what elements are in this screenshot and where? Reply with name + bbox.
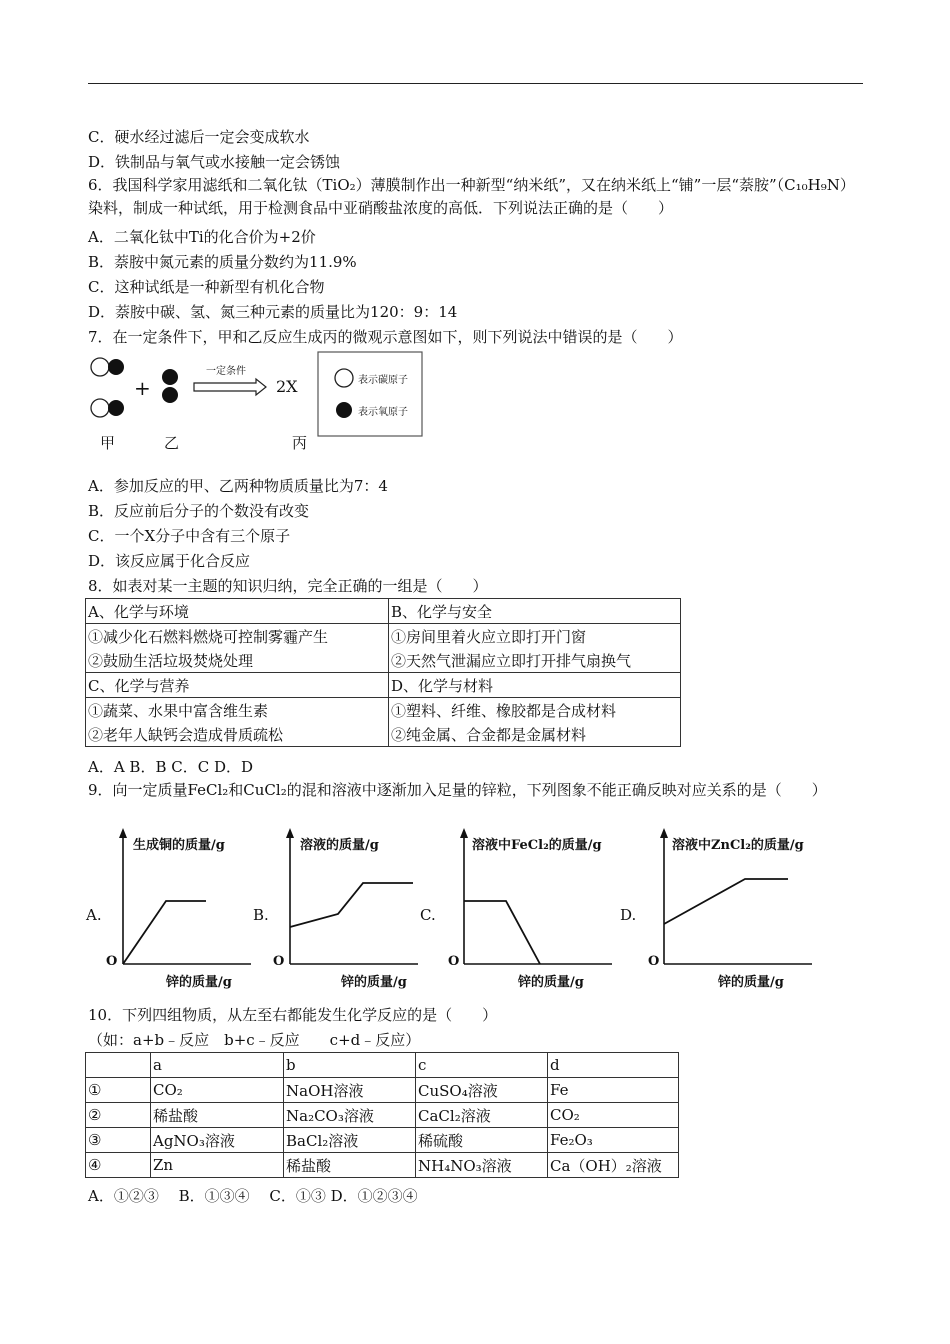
- table10-cell: 稀硫酸: [416, 1128, 548, 1153]
- graph-c-xlabel: 锌的质量/g: [518, 975, 584, 990]
- question-10: 10．下列四组物质，从左至右都能发生化学反应的是（ ）: [88, 1006, 498, 1024]
- table10-header: d: [548, 1053, 679, 1078]
- table8-cell: A、化学与环境: [86, 599, 389, 624]
- graph-b-xlabel: 锌的质量/g: [341, 975, 407, 990]
- table8-cell: ①减少化石燃料燃烧可控制雾霾产生: [86, 624, 389, 649]
- table10-cell: NaOH溶液: [284, 1078, 416, 1103]
- table10-cell: ③: [86, 1128, 151, 1153]
- graph-d-ylabel: 溶液中ZnCl₂的质量/g: [672, 838, 804, 853]
- graph-d: [620, 826, 815, 991]
- table10-cell: Fe: [548, 1078, 679, 1103]
- table10-cell: ①: [86, 1078, 151, 1103]
- graph-c-option: C.: [420, 906, 436, 924]
- table8-cell: B、化学与安全: [389, 599, 681, 624]
- table10-cell: CuSO₄溶液: [416, 1078, 548, 1103]
- graph-c-origin: O: [448, 954, 460, 969]
- graph-a: [86, 826, 256, 991]
- table10-header: b: [284, 1053, 416, 1078]
- q7-option-a: A．参加反应的甲、乙两种物质质量比为7：4: [88, 477, 388, 495]
- table10-cell: Zn: [151, 1153, 284, 1178]
- table8-cell: ②天然气泄漏应立即打开排气扇换气: [389, 648, 681, 673]
- table8-cell: ①房间里着火应立即打开门窗: [389, 624, 681, 649]
- graph-b-option: B.: [253, 906, 269, 924]
- table8-cell: C、化学与营养: [86, 673, 389, 698]
- table10-cell: 稀盐酸: [151, 1103, 284, 1128]
- legend-oxygen: 表示氧原子: [358, 407, 408, 418]
- condition-label: 一定条件: [206, 366, 246, 377]
- option-d-line: D．铁制品与氧气或水接触一定会锈蚀: [88, 153, 341, 171]
- table8-cell: D、化学与材料: [389, 673, 681, 698]
- table8-cell: ②鼓励生活垃圾焚烧处理: [86, 648, 389, 673]
- table10-header: [86, 1053, 151, 1078]
- product-label: 2X: [276, 377, 298, 396]
- graph-b-origin: O: [273, 954, 285, 969]
- label-yi: 乙: [164, 434, 180, 452]
- graph-c-ylabel: 溶液中FeCl₂的质量/g: [472, 838, 602, 853]
- q6-option-a: A．二氧化钛中Ti的化合价为+2价: [88, 228, 316, 246]
- q8-options: A．A B．B C．C D．D: [88, 758, 254, 776]
- question-9: 9．向一定质量FeCl₂和CuCl₂的混和溶液中逐渐加入足量的锌粒，下列图象不能正确反映对应关系的是（ ）: [88, 781, 827, 799]
- table10-cell: Ca（OH）₂溶液: [548, 1153, 679, 1178]
- table8-cell: ①蔬菜、水果中富含维生素: [86, 698, 389, 723]
- legend-carbon: 表示碳原子: [358, 375, 408, 386]
- header-rule: [88, 83, 863, 84]
- label-jia: 甲: [100, 434, 116, 452]
- table10-cell: CO₂: [548, 1103, 679, 1128]
- graph-b: [253, 826, 423, 991]
- question-6: 6．我国科学家用滤纸和二氧化钛（TiO₂）薄膜制作出一种新型“纳米纸”，又在纳米纸上“铺”一层“萘胺”（C₁₀H₉N）染料，制成一种试纸，用于检测食品中亚硝酸盐浓度的高低．下列说法正确的是（ ）: [88, 176, 855, 217]
- table10-cell: Fe₂O₃: [548, 1128, 679, 1153]
- table10-cell: CO₂: [151, 1078, 284, 1103]
- question-8: 8．如表对某一主题的知识归纳，完全正确的一组是（ ）: [88, 577, 488, 595]
- graph-d-origin: O: [648, 954, 660, 969]
- graph-a-ylabel: 生成铜的质量/g: [133, 838, 225, 853]
- table8-cell: ②老年人缺钙会造成骨质疏松: [86, 722, 389, 747]
- graph-d-xlabel: 锌的质量/g: [718, 975, 784, 990]
- table10-cell: ④: [86, 1153, 151, 1178]
- graph-d-option: D.: [620, 906, 637, 924]
- table10-cell: ②: [86, 1103, 151, 1128]
- plus-sign: +: [134, 376, 151, 400]
- graph-c: [420, 826, 615, 991]
- q6-option-b: B．萘胺中氮元素的质量分数约为11.9%: [88, 253, 357, 271]
- graph-a-option: A.: [86, 906, 102, 924]
- q10-note: （如：a+b﹣反应 b+c﹣反应 c+d﹣反应）: [88, 1031, 421, 1049]
- substances-table: [85, 1052, 679, 1178]
- option-c-line: C．硬水经过滤后一定会变成软水: [88, 128, 310, 146]
- q6-option-d: D．萘胺中碳、氢、氮三种元素的质量比为120：9：14: [88, 303, 458, 321]
- graph-a-origin: O: [106, 954, 118, 969]
- label-bing: 丙: [292, 434, 308, 452]
- table10-header: c: [416, 1053, 548, 1078]
- table8-cell: ①塑料、纤维、橡胶都是合成材料: [389, 698, 681, 723]
- question-7: 7．在一定条件下，甲和乙反应生成丙的微观示意图如下，则下列说法中错误的是（ ）: [88, 328, 683, 346]
- table10-header: a: [151, 1053, 284, 1078]
- graph-a-xlabel: 锌的质量/g: [166, 975, 232, 990]
- q6-option-c: C．这种试纸是一种新型有机化合物: [88, 278, 325, 296]
- q7-option-d: D．该反应属于化合反应: [88, 552, 251, 570]
- table10-cell: AgNO₃溶液: [151, 1128, 284, 1153]
- graph-b-ylabel: 溶液的质量/g: [300, 838, 379, 853]
- table10-cell: CaCl₂溶液: [416, 1103, 548, 1128]
- q7-option-b: B．反应前后分子的个数没有改变: [88, 502, 310, 520]
- q10-options: A．①②③ B．①③④ C．①③ D．①②③④: [88, 1187, 418, 1205]
- table10-cell: 稀盐酸: [284, 1153, 416, 1178]
- table10-cell: NH₄NO₃溶液: [416, 1153, 548, 1178]
- knowledge-table: [85, 598, 681, 747]
- q7-option-c: C．一个X分子中含有三个原子: [88, 527, 291, 545]
- table8-cell: ②纯金属、合金都是金属材料: [389, 722, 681, 747]
- table10-cell: Na₂CO₃溶液: [284, 1103, 416, 1128]
- table10-cell: BaCl₂溶液: [284, 1128, 416, 1153]
- reaction-diagram: [86, 350, 426, 455]
